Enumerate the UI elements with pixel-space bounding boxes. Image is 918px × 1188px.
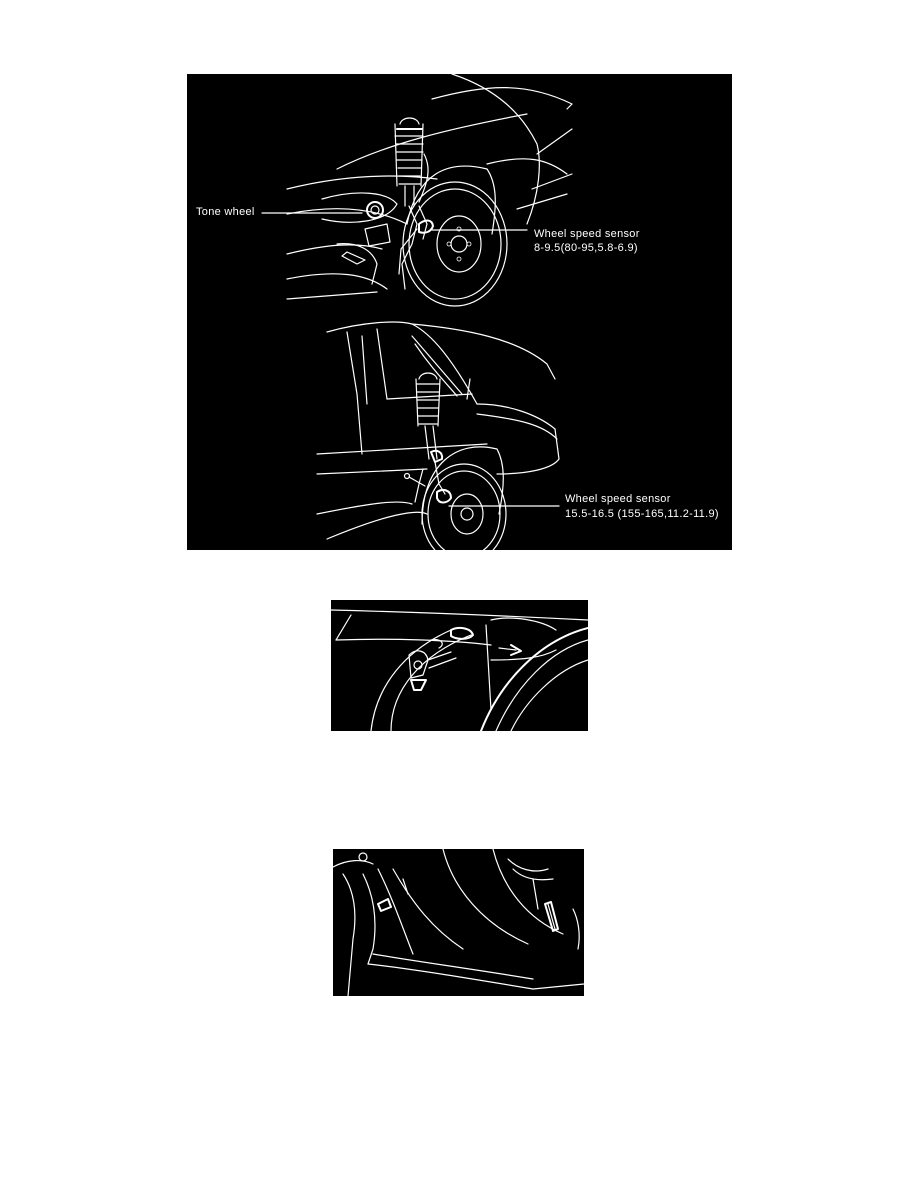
front-wheel-well-line-art: [331, 600, 588, 731]
rear-wheel-well-line-art: [333, 849, 584, 996]
front-wheel-well-closeup: [331, 600, 588, 731]
rear-sensor-torque: 15.5-16.5 (155-165,11.2-11.9): [565, 508, 719, 520]
rear-car-illustration: [317, 322, 559, 550]
front-car-illustration: [262, 74, 572, 306]
rear-wheel-well-closeup: [333, 849, 584, 996]
rear-strut-icon: [416, 373, 440, 459]
tone-wheel-label: Tone wheel: [196, 206, 255, 218]
sensor-location-line-art: [187, 74, 732, 550]
sensor-location-diagram: [187, 74, 732, 550]
front-sensor-torque: 8-9.5(80-95,5.8-6.9): [534, 242, 638, 254]
front-sensor-label: Wheel speed sensor: [534, 228, 640, 240]
rear-sensor-label: Wheel speed sensor: [565, 493, 671, 505]
arrow-icon: [499, 648, 516, 650]
